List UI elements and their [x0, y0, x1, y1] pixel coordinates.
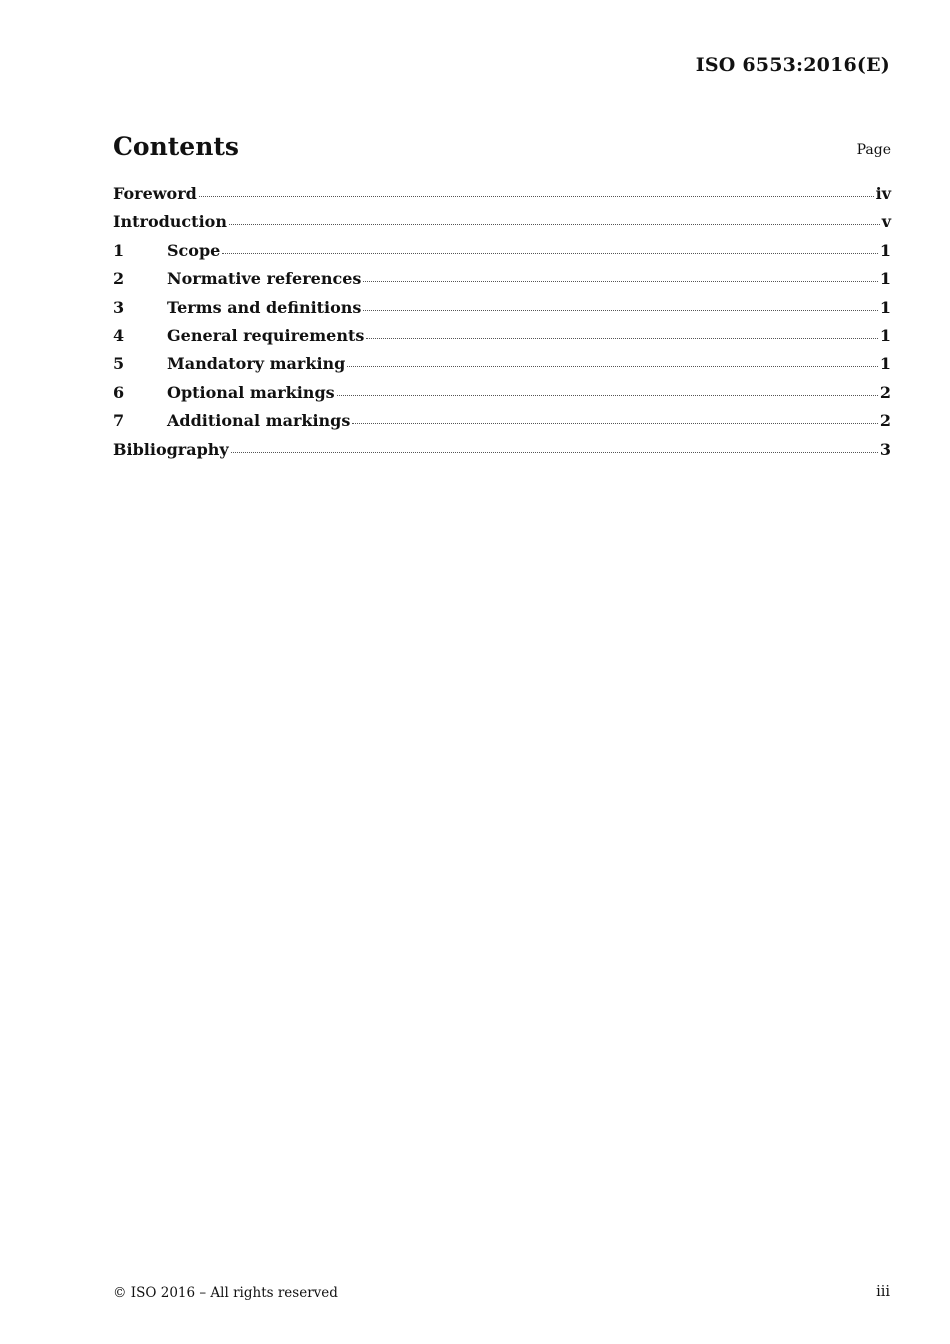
toc-dot-leader	[352, 422, 877, 424]
toc-entry-page: 1	[879, 297, 891, 317]
toc-entry-normative-references[interactable]	[113, 269, 891, 297]
footer-copyright: © ISO 2016 – All rights reserved	[113, 1285, 338, 1301]
toc-entry-terms-and-definitions[interactable]	[113, 298, 891, 326]
toc-entry-number: 7	[113, 411, 125, 431]
toc-entry-number: 4	[113, 325, 125, 345]
toc-entry-title: Normative references	[167, 269, 362, 289]
toc-entry-title: Mandatory marking	[167, 354, 346, 374]
toc-entry-title: Introduction	[113, 212, 227, 232]
toc-entry-page: 2	[879, 382, 891, 402]
document-id: ISO 6553:2016(E)	[695, 54, 890, 76]
toc-entry-number: 3	[113, 297, 125, 317]
toc-entry-title: Bibliography	[113, 439, 229, 459]
toc-entry-page: 1	[879, 240, 891, 260]
toc-entry-mandatory-marking[interactable]	[113, 354, 891, 382]
toc-dot-leader	[347, 365, 878, 367]
toc-entry-title: Additional markings	[167, 411, 351, 431]
toc-dot-leader	[222, 252, 878, 254]
toc-entry-title: Scope	[167, 240, 221, 260]
toc-entry-title: Terms and definitions	[167, 297, 362, 317]
toc-entry-title: General requirements	[167, 325, 365, 345]
toc-entry-optional-markings[interactable]	[113, 383, 891, 411]
toc-entry-number: 6	[113, 382, 125, 402]
toc-entry-bibliography[interactable]	[113, 440, 891, 468]
toc-entry-general-requirements[interactable]	[113, 326, 891, 354]
page-column-label: Page	[856, 142, 891, 158]
toc-entry-introduction[interactable]	[113, 212, 891, 240]
toc-dot-leader	[337, 394, 878, 396]
contents-header	[113, 132, 891, 166]
toc-entry-page: iv	[875, 184, 891, 203]
toc-entry-number: 2	[113, 269, 125, 289]
toc-entry-foreword[interactable]	[113, 184, 891, 212]
toc-dot-leader	[366, 337, 878, 339]
toc-entry-scope[interactable]	[113, 241, 891, 269]
toc-entry-page: 1	[879, 325, 891, 345]
toc-entry-title: Foreword	[113, 184, 197, 203]
toc-entry-number: 1	[113, 240, 125, 260]
table-of-contents	[113, 184, 891, 468]
toc-dot-leader	[231, 451, 878, 453]
toc-entry-page: 1	[879, 354, 891, 374]
toc-entry-page: v	[881, 212, 891, 232]
toc-dot-leader	[363, 280, 877, 282]
toc-dot-leader	[199, 195, 874, 197]
footer-page-number: iii	[876, 1284, 890, 1300]
toc-entry-title: Optional markings	[167, 382, 335, 402]
toc-dot-leader	[363, 309, 877, 311]
toc-entry-page: 3	[879, 439, 891, 459]
toc-entry-number: 5	[113, 354, 125, 374]
toc-entry-page: 2	[879, 411, 891, 431]
toc-entry-page: 1	[879, 269, 891, 289]
toc-entry-additional-markings[interactable]	[113, 411, 891, 439]
toc-dot-leader	[229, 223, 880, 225]
contents-title: Contents	[113, 132, 240, 161]
